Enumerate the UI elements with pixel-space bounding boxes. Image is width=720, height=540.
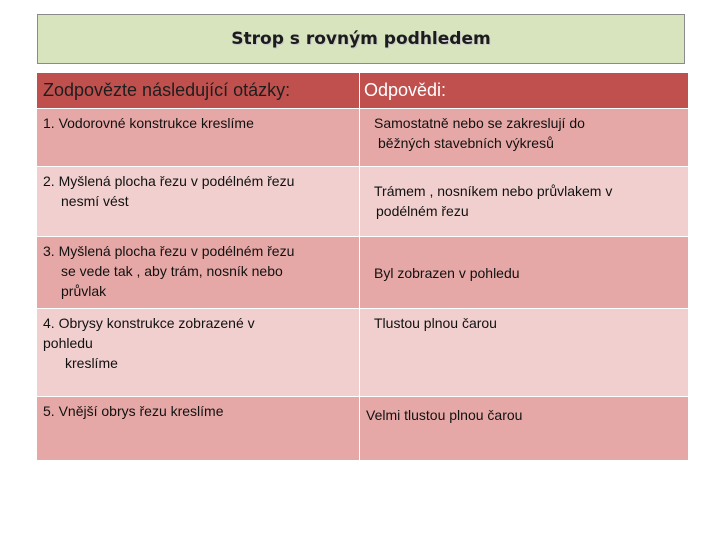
table-row xyxy=(37,309,689,397)
answer-cell xyxy=(360,309,689,397)
answer-cell xyxy=(360,109,689,167)
question-cell xyxy=(37,397,360,461)
question-text: kreslíme xyxy=(65,355,118,371)
answer-text: podélném řezu xyxy=(376,203,469,219)
table-header-row xyxy=(37,73,689,109)
question-text: 3. Myšlená plocha řezu v podélném řezu xyxy=(43,243,295,259)
table-row xyxy=(37,397,689,461)
table-row xyxy=(37,109,689,167)
question-text: 1. Vodorovné konstrukce kreslíme xyxy=(43,115,254,131)
question-text: 2. Myšlená plocha řezu v podélném řezu xyxy=(43,173,295,189)
question-text: se vede tak , aby trám, nosník nebo xyxy=(61,263,283,279)
question-text: nesmí vést xyxy=(61,193,129,209)
answer-cell xyxy=(360,167,689,237)
answer-text: Trámem , nosníkem nebo průvlakem v xyxy=(374,183,613,199)
answer-text: Samostatně nebo se zakreslují do xyxy=(374,115,585,131)
table-row xyxy=(37,167,689,237)
question-text: průvlak xyxy=(61,283,107,299)
question-text: pohledu xyxy=(43,335,93,351)
question-cell xyxy=(37,237,360,309)
qa-table xyxy=(36,72,689,461)
answer-cell xyxy=(360,397,689,461)
answer-text: běžných stavebních výkresů xyxy=(378,135,554,151)
page-title: Strop s rovným podhledem xyxy=(231,29,491,49)
answer-text: Tlustou plnou čarou xyxy=(374,315,497,331)
question-text: 5. Vnější obrys řezu kreslíme xyxy=(43,403,224,419)
question-cell xyxy=(37,309,360,397)
question-text: 4. Obrysy konstrukce zobrazené v xyxy=(43,315,255,331)
question-cell xyxy=(37,167,360,237)
header-answers: Odpovědi: xyxy=(360,73,689,109)
answer-cell xyxy=(360,237,689,309)
answer-text: Byl zobrazen v pohledu xyxy=(374,264,520,281)
table-row xyxy=(37,237,689,309)
question-cell xyxy=(37,109,360,167)
title-banner xyxy=(37,14,685,64)
header-questions: Zodpovězte následující otázky: xyxy=(37,73,360,109)
answer-text: Velmi tlustou plnou čarou xyxy=(366,407,523,423)
